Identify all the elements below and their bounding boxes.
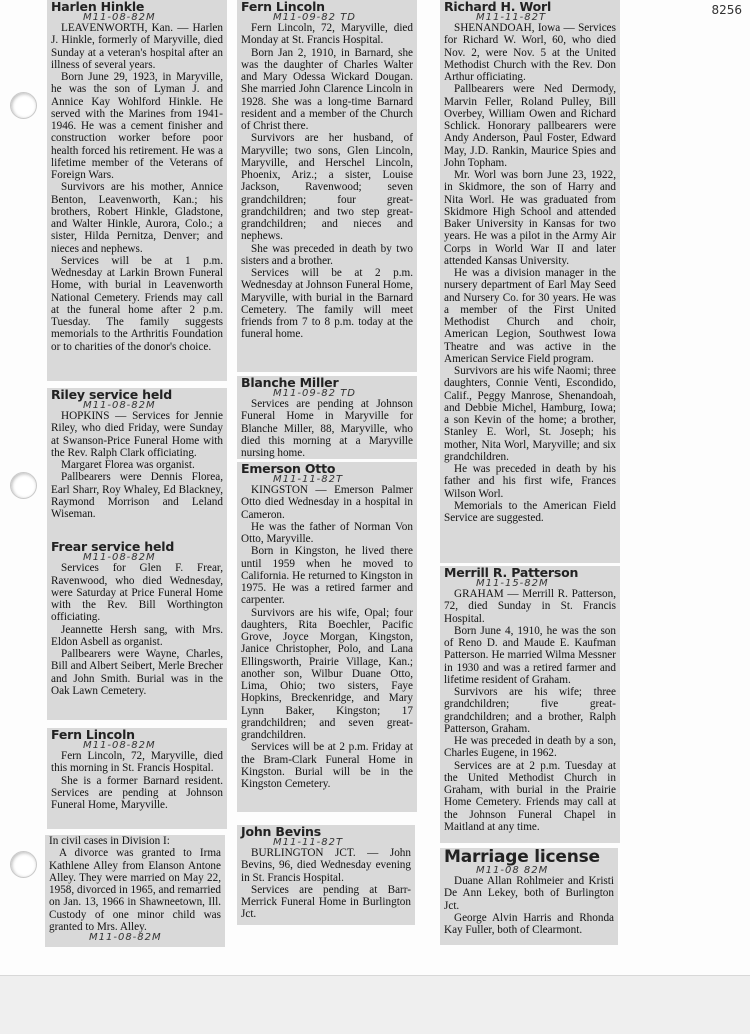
article-paragraph: Services are pending at Barr-Merrick Funeral Home in Burlington Jct. [241, 883, 411, 921]
article-title: Fern Lincoln [51, 727, 135, 742]
article-paragraph: Services will be at 1 p.m. Wednesday at Larkin Brown Funeral Home, with burial in Leavenworth National Cemetery. Friends may call at the funeral home after 2 p.m. Tuesday. The family suggests memorials to the Arthritis Foundation or to charities of the donor's choice. [51, 254, 223, 353]
article-paragraph: Duane Allan Rohlmeier and Kristi De Ann Lekey, both of Burlington Jct. [444, 875, 614, 912]
article-paragraph: She is a former Barnard resident. Services are pending at Johnson Funeral Home, Maryville. [51, 774, 223, 811]
article-paragraph: Services are pending at Johnson Funeral Home in Maryville for Blanche Miller, 88, Maryville, who died this morning at a Maryville nursing home. [241, 398, 413, 459]
news-clipping [440, 566, 620, 843]
article-paragraph: He was the father of Norman Von Otto, Maryville. [241, 520, 413, 545]
scanner-edge [0, 975, 750, 1034]
handwritten-date-note: M11-09-82 TD [273, 388, 357, 399]
handwritten-date-note: M11-11-82T [273, 837, 344, 848]
handwritten-date-note: M11-08-82M [83, 552, 156, 564]
article-paragraph: Margaret Florea was organist. [61, 459, 195, 471]
news-clipping [45, 835, 225, 947]
news-clipping [440, 848, 618, 945]
article-paragraph: Fern Lincoln, 72, Maryville, died Monday at St. Francis Hospital. [241, 22, 413, 47]
article-title: John Bevins [241, 824, 321, 839]
article-paragraph: Memorials to the American Field Service are suggested. [444, 499, 616, 524]
news-clipping [47, 388, 227, 720]
handwritten-date-note: M11-11-82T [476, 12, 547, 23]
article-paragraph: Mr. Worl was born June 23, 1922, in Skidmore, the son of Harry and Nita Worl. He was graduated from Skidmore High School and attended Baker University in Kansas for two years. He was a pilot in the Army Air Corps in World War II and later attended Kansas University. [444, 169, 616, 267]
handwritten-date-note: M11-08 82M [476, 865, 549, 876]
article-paragraph: Fern Lincoln, 72, Maryville, died this morning in St. Francis Hospital. [51, 750, 223, 775]
article-paragraph: Survivors are his mother, Annice Benton, Leavenworth, Kan.; his brothers, Robert Hinkle, Gladstone, and Walter Hinkle, Aurora, Colo.; a sister, Hilda Pernitza, Denver; and nieces and nephews. [51, 181, 223, 255]
news-clipping [47, 728, 227, 829]
news-clipping [237, 825, 415, 925]
article-paragraph: She was preceded in death by two sisters and a brother. [241, 242, 413, 267]
article-paragraph: George Alvin Harris and Rhonda Kay Fuller, both of Clearmont. [444, 911, 614, 936]
article-paragraph: A divorce was granted to Irma Kathlene Alley from Elanson Antone Alley. They were married on May 22, 1958, divorced in 1965, and remarried on Jan. 13, 1966 in Shawneetown, Ill. Custody of one minor child was granted to Mrs. Alley. [49, 847, 221, 933]
article-paragraph: Survivors are her husband, of Maryville; two sons, Glen Lincoln, Maryville, and Herschel Lincoln, Phoenix, Ariz.; a sister, Louise Jackson, Ravenwood; seven grandchildren; four great-grandchildren; and two step great-grandchildren; and nieces and nephews. [241, 132, 413, 243]
article-title: Emerson Otto [241, 461, 336, 476]
article-title: Fern Lincoln [241, 0, 325, 14]
article-paragraph: Survivors are his wife; three grandchildren; five great-grandchildren; and a brother, Ralph Patterson, Graham. [444, 686, 616, 735]
handwritten-date-note: M11-11-82T [273, 474, 344, 485]
article-paragraph: Services will be at 2 p.m. Friday at the Bram-Clark Funeral Home in Kingston. Burial will be in the Kingston Cemetery. [241, 741, 413, 790]
page-number: 8256 [711, 3, 742, 17]
handwritten-date-note: M11-09-82 TD [273, 12, 357, 23]
article-paragraph: Born Jan 2, 1910, in Barnard, she was the daughter of Charles Walter and Mary Odessa Wickard Dougan. She married John Clarence Lincoln in 1928. She was a long-time Barnard resident and a member of the Church of Christ there. [241, 46, 413, 132]
article-title: Merrill R. Patterson [444, 565, 579, 580]
news-clipping [47, 0, 227, 381]
punch-hole [10, 92, 37, 119]
article-paragraph: He was preceded in death by his father and his first wife, Frances Wilson Worl. [444, 463, 616, 500]
article-paragraph: Pallbearers were Ned Dermody, Marvin Feller, Roland Pulley, Bill Overbey, William Owen and Richard Schlick. Honorary pallbearers were Andy Anderson, Paul Foster, Edward May, J.D. Rankin, Maurice Spies and John Topham. [444, 83, 616, 169]
news-clipping [237, 462, 417, 812]
article-title: Harlen Hinkle [51, 0, 145, 14]
article-paragraph: Services for Glen F. Frear, Ravenwood, who died Wednesday, were Saturday at Price Funeral Home with the Rev. Bill Worthington officiating. [51, 562, 223, 624]
news-clipping-section [51, 540, 223, 697]
article-paragraph: Services will be at 2 p.m. Wednesday at Johnson Funeral Home, Maryville, with burial in the Barnard Cemetery. The family will meet friends from 7 to 8 p.m. today at the funeral home. [241, 267, 413, 341]
article-paragraph: BURLINGTON JCT. — John Bevins, 96, died Wednesday evening in St. Francis Hospital. [241, 847, 411, 884]
article-paragraph: Pallbearers were Dennis Florea, Earl Sharr, Roy Whaley, Ed Blackney, Raymond Morrison and Leland Wiseman. [51, 471, 223, 520]
article-paragraph: KINGSTON — Emerson Palmer Otto died Wednesday in a hospital in Cameron. [241, 484, 413, 521]
article-paragraph: Jeannette Hersh sang, with Mrs. Eldon Asbell as organist. [51, 623, 223, 648]
news-clipping [237, 376, 417, 459]
handwritten-date-note: M11-15-82M [476, 578, 549, 589]
punch-hole [10, 851, 37, 878]
article-title: Richard H. Worl [444, 0, 552, 14]
article-paragraph: Survivors are his wife Naomi; three daughters, Connie Venti, Escondido, Calif., Peggy Manrose, Shenandoah, and Debbie Michel, Hamburg, Iowa; a son Kevin of the home; a brother, Stanley E. Worl, St. Joseph; his mother, Nita Worl, Maryville; and six grandchildren. [444, 365, 616, 463]
article-title: Marriage license [444, 847, 600, 867]
handwritten-date-note: M11-08-82M [83, 400, 156, 411]
article-title: Frear service held [51, 539, 175, 555]
handwritten-date-note: M11-08-82M [83, 12, 156, 23]
article-paragraph: Pallbearers were Wayne, Charles, Bill and Albert Seibert, Merle Brecher and John Smith. Burial was in the Oak Lawn Cemetery. [51, 648, 223, 697]
article-paragraph: Born in Kingston, he lived there until 1959 when he moved to California. He returned to Kingston in 1975. He was a retired farmer and carpenter. [241, 545, 413, 607]
article-paragraph: In civil cases in Division I: [49, 835, 170, 847]
article-paragraph: SHENANDOAH, Iowa — Services for Richard W. Worl, 60, who died Nov. 2, were Nov. 5 at the United Methodist Church with the Rev. Don Arthur officiating. [444, 22, 616, 83]
article-paragraph: Born June 4, 1910, he was the son of Reno D. and Maude E. Kaufman Patterson. He married Wilma Messner in 1930 and was a retired farmer and lifetime resident of Graham. [444, 624, 616, 686]
news-clipping [237, 0, 417, 372]
article-title: Riley service held [51, 387, 172, 402]
handwritten-date-note: M11-08-82M [83, 740, 156, 751]
punch-hole [10, 472, 37, 499]
article-paragraph: LEAVENWORTH, Kan. — Harlen J. Hinkle, formerly of Maryville, died Sunday at a veteran's hospital after an illness of several years. [51, 22, 223, 71]
article-paragraph: Born June 29, 1923, in Maryville, he was the son of Lyman J. and Annice Kay Wohlford Hinkle. He served with the Marines from 1941-1946. He was a cement finisher and construction worker before poor health forced his retirement. He was a lifetime member of the Veterans of Foreign Wars. [51, 71, 223, 181]
article-paragraph: He was a division manager in the nursery department of Earl May Seed and Nursery Co. for 30 years. He was a member of the First United Methodist Church and choir, American Legion, Southwest Iowa Theatre and was active in the American Service Field program. [444, 267, 616, 365]
news-clipping [440, 0, 620, 563]
article-paragraph: He was preceded in death by a son, Charles Eugene, in 1962. [444, 735, 616, 760]
article-paragraph: HOPKINS — Services for Jennie Riley, who died Friday, were Sunday at Swanson-Price Funeral Home with the Rev. Ralph Clark officiating. [51, 410, 223, 459]
article-paragraph: Services are at 2 p.m. Tuesday at the United Methodist Church in Graham, with burial in the Prairie Home Cemetery. Friends may call at the Johnson Funeral Chapel in Maitland at any time. [444, 759, 616, 833]
article-paragraph: GRAHAM — Merrill R. Patterson, 72, died Sunday in St. Francis Hospital. [444, 588, 616, 625]
handwritten-date-note: M11-08-82M [89, 932, 162, 943]
article-paragraph: Survivors are his wife, Opal; four daughters, Rita Boechler, Pacific Grove, Joyce Morgan, Kingston, Janice Christopher, Polo, and Lana Ellingsworth, Prairie Village, Kan.; another son, Wilbur Duane Otto, Lima, Ohio; two sisters, Faye Hopkins, Breckenridge, and Mary Lynn Baker, Kingston; 17 grandchildren; and seven great-grandchildren. [241, 606, 413, 741]
article-title: Blanche Miller [241, 375, 339, 390]
